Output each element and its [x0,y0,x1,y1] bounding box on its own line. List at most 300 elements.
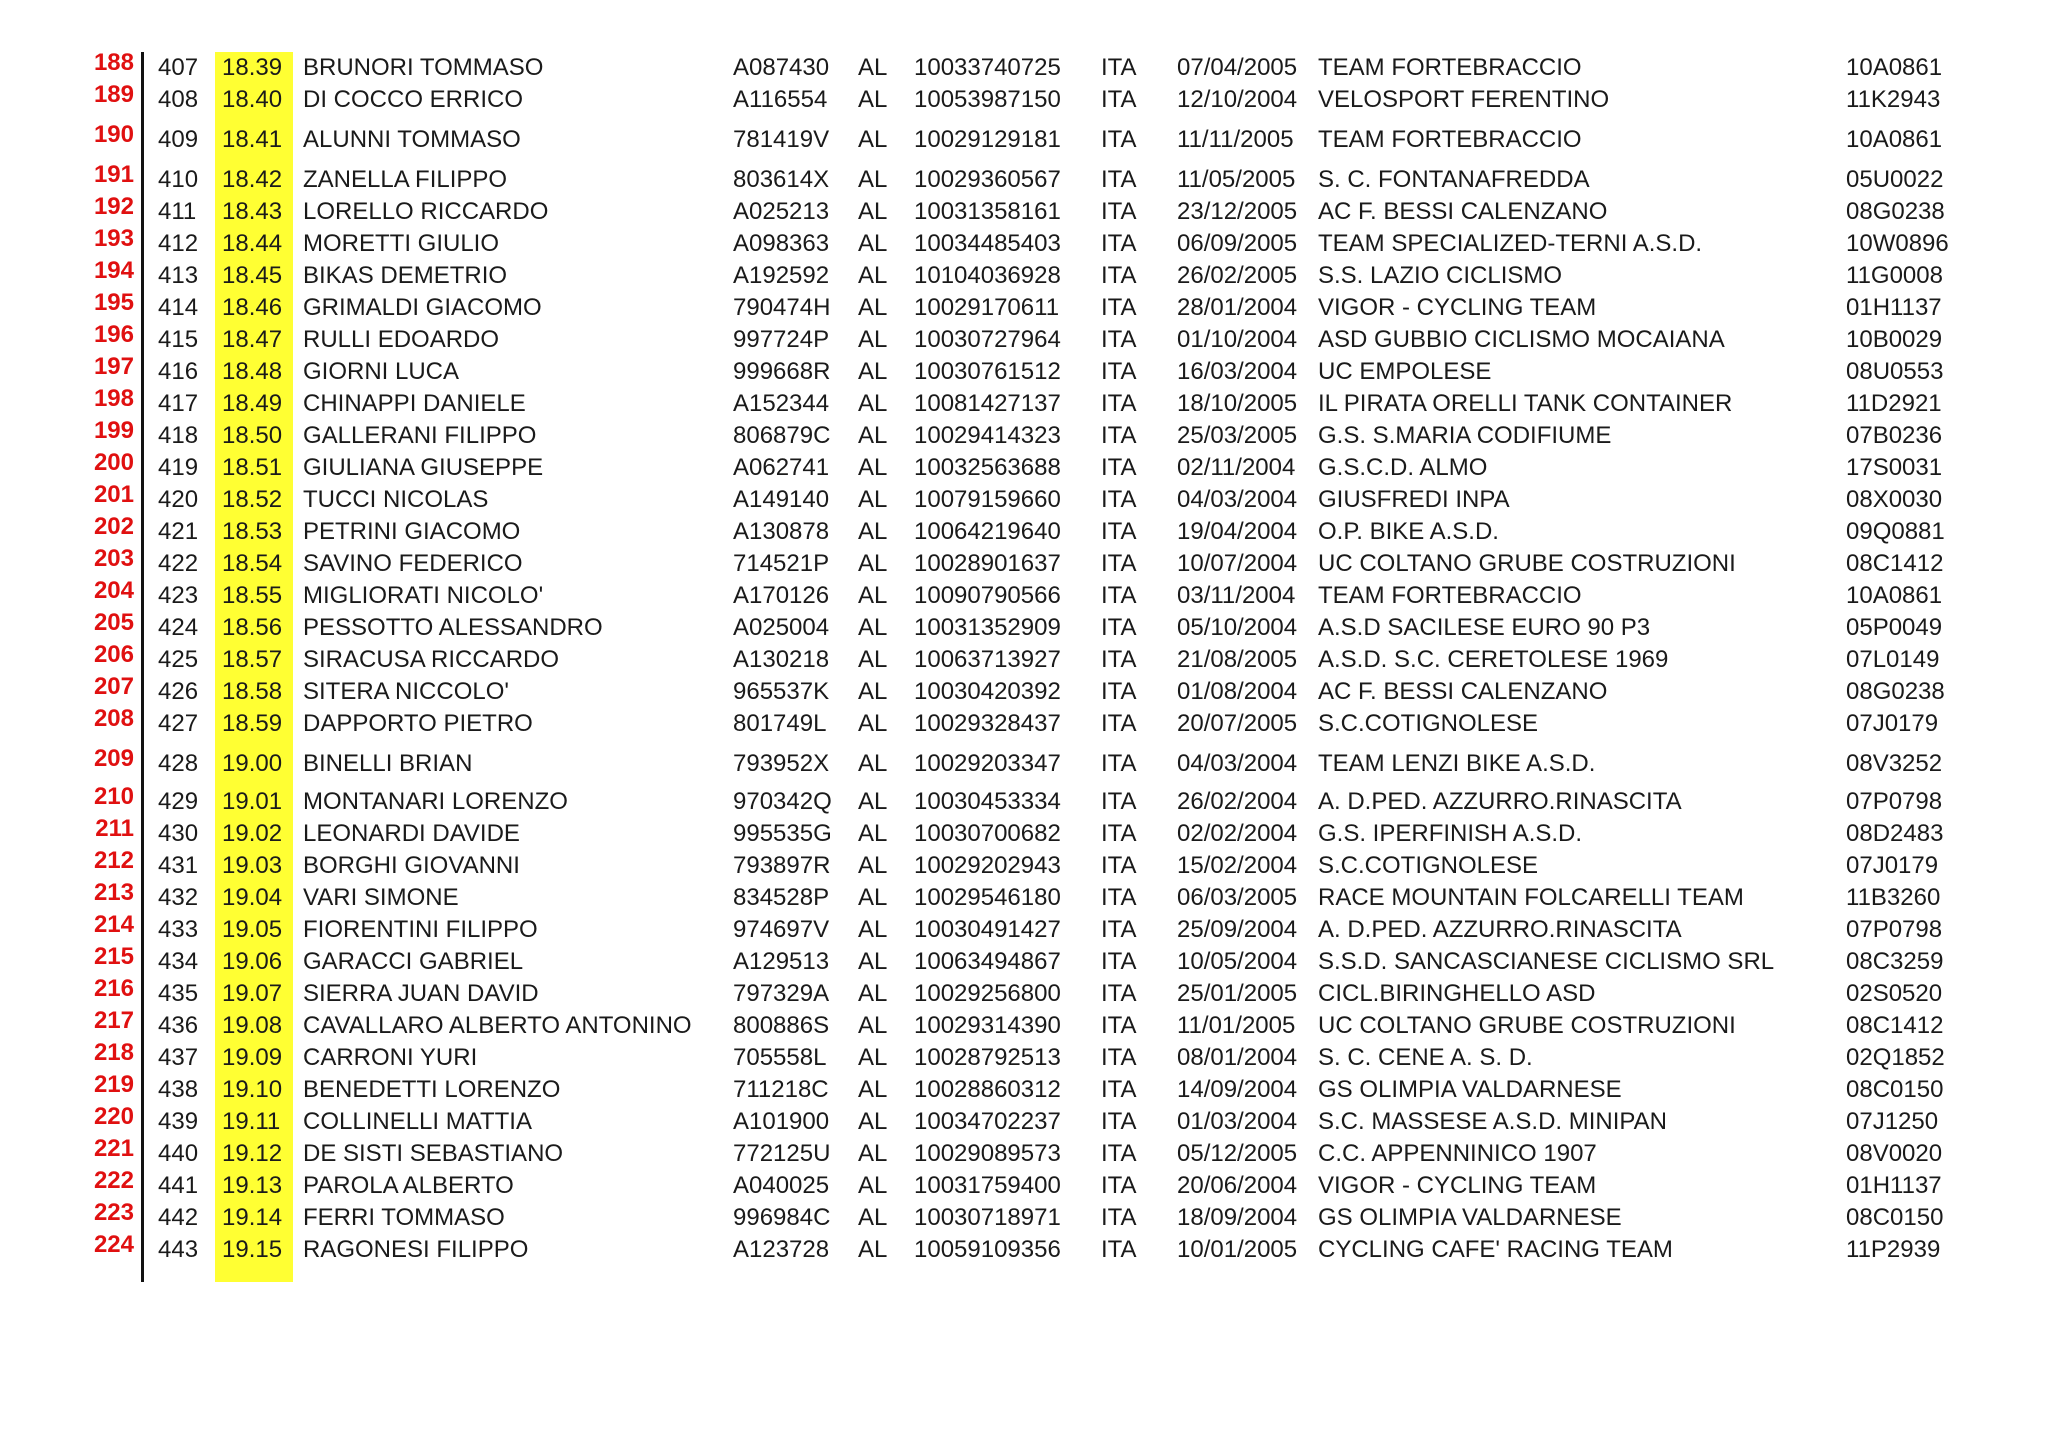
bib-number: 430 [158,820,199,847]
license-code: A098363 [733,230,830,257]
license-code: 797329A [733,980,830,1007]
category: AL [858,980,888,1007]
rank: 193 [93,225,134,252]
table-row [0,1007,2047,1042]
birth-date: 25/03/2005 [1177,422,1298,449]
rank: 192 [93,193,134,220]
rider-name: CHINAPPI DANIELE [303,390,526,417]
start-time: 18.50 [222,422,283,449]
start-time: 18.39 [222,54,283,81]
category: AL [858,358,888,385]
table-row [0,321,2047,356]
start-time: 18.44 [222,230,283,257]
rider-name: CAVALLARO ALBERTO ANTONINO [303,1012,692,1039]
nationality: ITA [1101,126,1137,153]
birth-date: 07/04/2005 [1177,54,1298,81]
society-code: 08C1412 [1846,1012,1944,1039]
nationality: ITA [1101,550,1137,577]
start-time: 18.55 [222,582,283,609]
rank: 220 [93,1103,134,1130]
rider-name: SIERRA JUAN DAVID [303,980,539,1007]
rank: 216 [93,975,134,1002]
license-code: A101900 [733,1108,830,1135]
rider-name: VARI SIMONE [303,884,459,911]
birth-date: 26/02/2005 [1177,262,1298,289]
society-code: 08C3259 [1846,948,1944,975]
nationality: ITA [1101,1076,1137,1103]
uci-id: 10029089573 [914,1140,1061,1167]
birth-date: 25/01/2005 [1177,980,1298,1007]
nationality: ITA [1101,678,1137,705]
table-row [0,161,2047,196]
start-time: 19.11 [222,1108,281,1135]
rider-name: CARRONI YURI [303,1044,478,1071]
society-code: 01H1137 [1846,294,1942,321]
rider-name: LORELLO RICCARDO [303,198,549,225]
nationality: ITA [1101,422,1137,449]
society-code: 10A0861 [1846,126,1943,153]
bib-number: 424 [158,614,199,641]
start-time: 19.01 [222,788,283,815]
start-time: 18.58 [222,678,283,705]
category: AL [858,646,888,673]
nationality: ITA [1101,294,1137,321]
society-code: 09Q0881 [1846,518,1945,545]
uci-id: 10034485403 [914,230,1061,257]
bib-number: 419 [158,454,199,481]
team-name: S. C. FONTANAFREDDA [1318,166,1590,193]
nationality: ITA [1101,582,1137,609]
category: AL [858,1012,888,1039]
birth-date: 18/09/2004 [1177,1204,1298,1231]
society-code: 07B0236 [1846,422,1943,449]
rank: 223 [93,1199,134,1226]
rank: 197 [93,353,134,380]
start-time: 19.14 [222,1204,283,1231]
category: AL [858,1108,888,1135]
team-name: TEAM FORTEBRACCIO [1318,582,1582,609]
uci-id: 10032563688 [914,454,1061,481]
team-name: S.C.COTIGNOLESE [1318,710,1539,737]
team-name: UC EMPOLESE [1318,358,1492,385]
category: AL [858,820,888,847]
rank: 194 [93,257,134,284]
rank: 221 [93,1135,134,1162]
nationality: ITA [1101,980,1137,1007]
team-name: VIGOR - CYCLING TEAM [1318,294,1597,321]
birth-date: 25/09/2004 [1177,916,1298,943]
team-name: S.C.COTIGNOLESE [1318,852,1539,879]
team-name: UC COLTANO GRUBE COSTRUZIONI [1318,550,1736,577]
license-code: A040025 [733,1172,830,1199]
nationality: ITA [1101,710,1137,737]
birth-date: 01/03/2004 [1177,1108,1298,1135]
rank: 218 [93,1039,134,1066]
rank: 191 [93,161,134,188]
society-code: 11K2943 [1846,86,1941,113]
rank: 217 [93,1007,134,1034]
birth-date: 14/09/2004 [1177,1076,1298,1103]
start-time: 18.49 [222,390,283,417]
team-name: S.C. MASSESE A.S.D. MINIPAN [1318,1108,1667,1135]
rank: 215 [93,943,134,970]
license-code: 790474H [733,294,831,321]
rank: 206 [93,641,134,668]
uci-id: 10059109356 [914,1236,1061,1263]
team-name: GS OLIMPIA VALDARNESE [1318,1204,1622,1231]
birth-date: 06/03/2005 [1177,884,1298,911]
bib-number: 425 [158,646,199,673]
table-row [0,417,2047,452]
license-code: 996984C [733,1204,831,1231]
license-code: 970342Q [733,788,832,815]
rider-name: MORETTI GIULIO [303,230,500,257]
table-row [0,289,2047,324]
bib-number: 440 [158,1140,199,1167]
license-code: 834528P [733,884,830,911]
nationality: ITA [1101,1236,1137,1263]
birth-date: 04/03/2004 [1177,750,1298,777]
rider-name: PAROLA ALBERTO [303,1172,514,1199]
society-code: 08X0030 [1846,486,1943,513]
table-row [0,847,2047,882]
category: AL [858,916,888,943]
license-code: A087430 [733,54,830,81]
table-row [0,879,2047,914]
team-name: S. C. CENE A. S. D. [1318,1044,1533,1071]
birth-date: 02/11/2004 [1177,454,1296,481]
uci-id: 10029170611 [914,294,1060,321]
license-code: A025004 [733,614,830,641]
license-code: 772125U [733,1140,831,1167]
bib-number: 442 [158,1204,199,1231]
category: AL [858,710,888,737]
team-name: G.S.C.D. ALMO [1318,454,1488,481]
license-code: 800886S [733,1012,830,1039]
bib-number: 416 [158,358,199,385]
uci-id: 10031352909 [914,614,1061,641]
rank: 203 [93,545,134,572]
bib-number: 410 [158,166,199,193]
nationality: ITA [1101,1204,1137,1231]
nationality: ITA [1101,230,1137,257]
society-code: 10W0896 [1846,230,1949,257]
team-name: G.S. S.MARIA CODIFIUME [1318,422,1612,449]
start-time: 18.42 [222,166,283,193]
rider-name: GALLERANI FILIPPO [303,422,537,449]
license-code: 803614X [733,166,830,193]
society-code: 08D2483 [1846,820,1944,847]
license-code: A025213 [733,198,830,225]
category: AL [858,1236,888,1263]
license-code: A170126 [733,582,830,609]
category: AL [858,294,888,321]
rider-name: PESSOTTO ALESSANDRO [303,614,603,641]
category: AL [858,582,888,609]
nationality: ITA [1101,884,1137,911]
nationality: ITA [1101,750,1137,777]
nationality: ITA [1101,86,1137,113]
category: AL [858,1076,888,1103]
rank: 211 [95,815,134,842]
rank: 188 [93,49,134,76]
start-time: 19.02 [222,820,283,847]
uci-id: 10030420392 [914,678,1061,705]
team-name: ASD GUBBIO CICLISMO MOCAIANA [1318,326,1725,353]
license-code: 714521P [733,550,830,577]
rider-name: MONTANARI LORENZO [303,788,568,815]
rank: 207 [93,673,134,700]
rider-name: BENEDETTI LORENZO [303,1076,561,1103]
bib-number: 433 [158,916,199,943]
rank: 213 [93,879,134,906]
rider-name: SITERA NICCOLO' [303,678,509,705]
rank: 224 [93,1231,134,1258]
table-row [0,943,2047,978]
team-name: O.P. BIKE A.S.D. [1318,518,1499,545]
birth-date: 28/01/2004 [1177,294,1298,321]
rank: 214 [93,911,134,938]
start-time: 18.56 [222,614,283,641]
rank: 202 [93,513,134,540]
license-code: 999668R [733,358,831,385]
birth-date: 04/03/2004 [1177,486,1298,513]
rank: 199 [93,417,134,444]
table-row [0,783,2047,818]
start-time: 18.52 [222,486,283,513]
table-row [0,705,2047,740]
society-code: 08G0238 [1846,678,1945,705]
nationality: ITA [1101,262,1137,289]
bib-number: 443 [158,1236,199,1263]
team-name: TEAM LENZI BIKE A.S.D. [1318,750,1596,777]
table-row [0,641,2047,676]
bib-number: 417 [158,390,199,417]
table-row [0,609,2047,644]
birth-date: 16/03/2004 [1177,358,1298,385]
bib-number: 409 [158,126,199,153]
rider-name: BINELLI BRIAN [303,750,473,777]
license-code: 965537K [733,678,830,705]
uci-id: 10030761512 [914,358,1061,385]
start-time: 18.46 [222,294,283,321]
society-code: 07J0179 [1846,710,1939,737]
bib-number: 412 [158,230,199,257]
license-code: A130218 [733,646,830,673]
society-code: 17S0031 [1846,454,1943,481]
table-row [0,1039,2047,1074]
rank: 219 [93,1071,134,1098]
license-code: 711218C [733,1076,829,1103]
society-code: 11B3260 [1846,884,1941,911]
birth-date: 15/02/2004 [1177,852,1298,879]
uci-id: 10029360567 [914,166,1061,193]
rank: 195 [93,289,134,316]
birth-date: 20/07/2005 [1177,710,1298,737]
birth-date: 21/08/2005 [1177,646,1298,673]
birth-date: 11/05/2005 [1177,166,1296,193]
nationality: ITA [1101,948,1137,975]
team-name: A.S.D SACILESE EURO 90 P3 [1318,614,1651,641]
team-name: A.S.D. S.C. CERETOLESE 1969 [1318,646,1669,673]
birth-date: 01/10/2004 [1177,326,1298,353]
nationality: ITA [1101,54,1137,81]
birth-date: 08/01/2004 [1177,1044,1298,1071]
society-code: 07J0179 [1846,852,1939,879]
uci-id: 10028792513 [914,1044,1061,1071]
rank: 200 [93,449,134,476]
bib-number: 414 [158,294,199,321]
bib-number: 436 [158,1012,199,1039]
bib-number: 422 [158,550,199,577]
birth-date: 26/02/2004 [1177,788,1298,815]
society-code: 02Q1852 [1846,1044,1945,1071]
bib-number: 432 [158,884,199,911]
bib-number: 426 [158,678,199,705]
start-time: 18.43 [222,198,283,225]
nationality: ITA [1101,1012,1137,1039]
team-name: AC F. BESSI CALENZANO [1318,198,1608,225]
table-row [0,815,2047,850]
table-row [0,1071,2047,1106]
start-time: 18.47 [222,326,283,353]
team-name: GS OLIMPIA VALDARNESE [1318,1076,1622,1103]
rider-name: ALUNNI TOMMASO [303,126,521,153]
nationality: ITA [1101,454,1137,481]
category: AL [858,678,888,705]
start-time: 18.57 [222,646,283,673]
uci-id: 10029546180 [914,884,1061,911]
team-name: G.S. IPERFINISH A.S.D. [1318,820,1583,847]
society-code: 10B0029 [1846,326,1943,353]
table-row [0,745,2047,780]
nationality: ITA [1101,852,1137,879]
society-code: 07P0798 [1846,916,1943,943]
start-time: 19.00 [222,750,283,777]
table-row [0,673,2047,708]
license-code: 793897R [733,852,831,879]
start-time: 19.04 [222,884,283,911]
bib-number: 438 [158,1076,199,1103]
category: AL [858,422,888,449]
uci-id: 10030727964 [914,326,1061,353]
bib-number: 408 [158,86,199,113]
rank: 189 [93,81,134,108]
nationality: ITA [1101,326,1137,353]
uci-id: 10104036928 [914,262,1061,289]
birth-date: 19/04/2004 [1177,518,1298,545]
bib-number: 418 [158,422,199,449]
society-code: 07P0798 [1846,788,1943,815]
start-time: 19.08 [222,1012,283,1039]
rank: 196 [93,321,134,348]
team-name: AC F. BESSI CALENZANO [1318,678,1608,705]
rider-name: BIKAS DEMETRIO [303,262,508,289]
society-code: 08C1412 [1846,550,1944,577]
society-code: 08V3252 [1846,750,1943,777]
birth-date: 10/01/2005 [1177,1236,1298,1263]
license-code: 974697V [733,916,830,943]
license-code: 997724P [733,326,830,353]
nationality: ITA [1101,358,1137,385]
birth-date: 05/12/2005 [1177,1140,1298,1167]
bib-number: 431 [158,852,199,879]
team-name: UC COLTANO GRUBE COSTRUZIONI [1318,1012,1736,1039]
bib-number: 415 [158,326,199,353]
start-time: 19.03 [222,852,283,879]
rider-name: ZANELLA FILIPPO [303,166,508,193]
category: AL [858,486,888,513]
rider-name: DE SISTI SEBASTIANO [303,1140,564,1167]
bib-number: 407 [158,54,199,81]
rank: 204 [93,577,134,604]
uci-id: 10064219640 [914,518,1061,545]
nationality: ITA [1101,788,1137,815]
rider-name: FERRI TOMMASO [303,1204,505,1231]
start-time: 19.07 [222,980,283,1007]
license-code: A129513 [733,948,830,975]
team-name: S.S. LAZIO CICLISMO [1318,262,1563,289]
start-time: 19.13 [222,1172,283,1199]
start-time: 18.40 [222,86,283,113]
team-name: S.S.D. SANCASCIANESE CICLISMO SRL [1318,948,1775,975]
uci-id: 10063494867 [914,948,1061,975]
rider-name: PETRINI GIACOMO [303,518,521,545]
uci-id: 10030700682 [914,820,1061,847]
uci-id: 10029414323 [914,422,1061,449]
table-row [0,1199,2047,1234]
table-row [0,481,2047,516]
society-code: 11G0008 [1846,262,1943,289]
society-code: 02S0520 [1846,980,1943,1007]
category: AL [858,166,888,193]
uci-id: 10029202943 [914,852,1061,879]
nationality: ITA [1101,518,1137,545]
rider-name: BRUNORI TOMMASO [303,54,544,81]
bib-number: 441 [158,1172,199,1199]
category: AL [858,1044,888,1071]
start-time: 19.15 [222,1236,283,1263]
birth-date: 11/11/2005 [1177,126,1294,153]
table-row [0,385,2047,420]
start-time: 19.05 [222,916,283,943]
rider-name: GIULIANA GIUSEPPE [303,454,544,481]
uci-id: 10029328437 [914,710,1061,737]
uci-id: 10030453334 [914,788,1061,815]
society-code: 05P0049 [1846,614,1943,641]
start-time: 18.59 [222,710,283,737]
society-code: 07L0149 [1846,646,1940,673]
start-time: 18.41 [222,126,283,153]
birth-date: 10/05/2004 [1177,948,1298,975]
rider-name: SIRACUSA RICCARDO [303,646,560,673]
bib-number: 434 [158,948,199,975]
table-row [0,121,2047,156]
society-code: 08U0553 [1846,358,1944,385]
start-time: 19.09 [222,1044,283,1071]
bib-number: 413 [158,262,199,289]
team-name: GIUSFREDI INPA [1318,486,1510,513]
society-code: 08G0238 [1846,198,1945,225]
society-code: 11P2939 [1846,1236,1941,1263]
rider-name: MIGLIORATI NICOLO' [303,582,544,609]
uci-id: 10090790566 [914,582,1061,609]
category: AL [858,126,888,153]
nationality: ITA [1101,1140,1137,1167]
category: AL [858,390,888,417]
birth-date: 23/12/2005 [1177,198,1298,225]
license-code: A130878 [733,518,830,545]
